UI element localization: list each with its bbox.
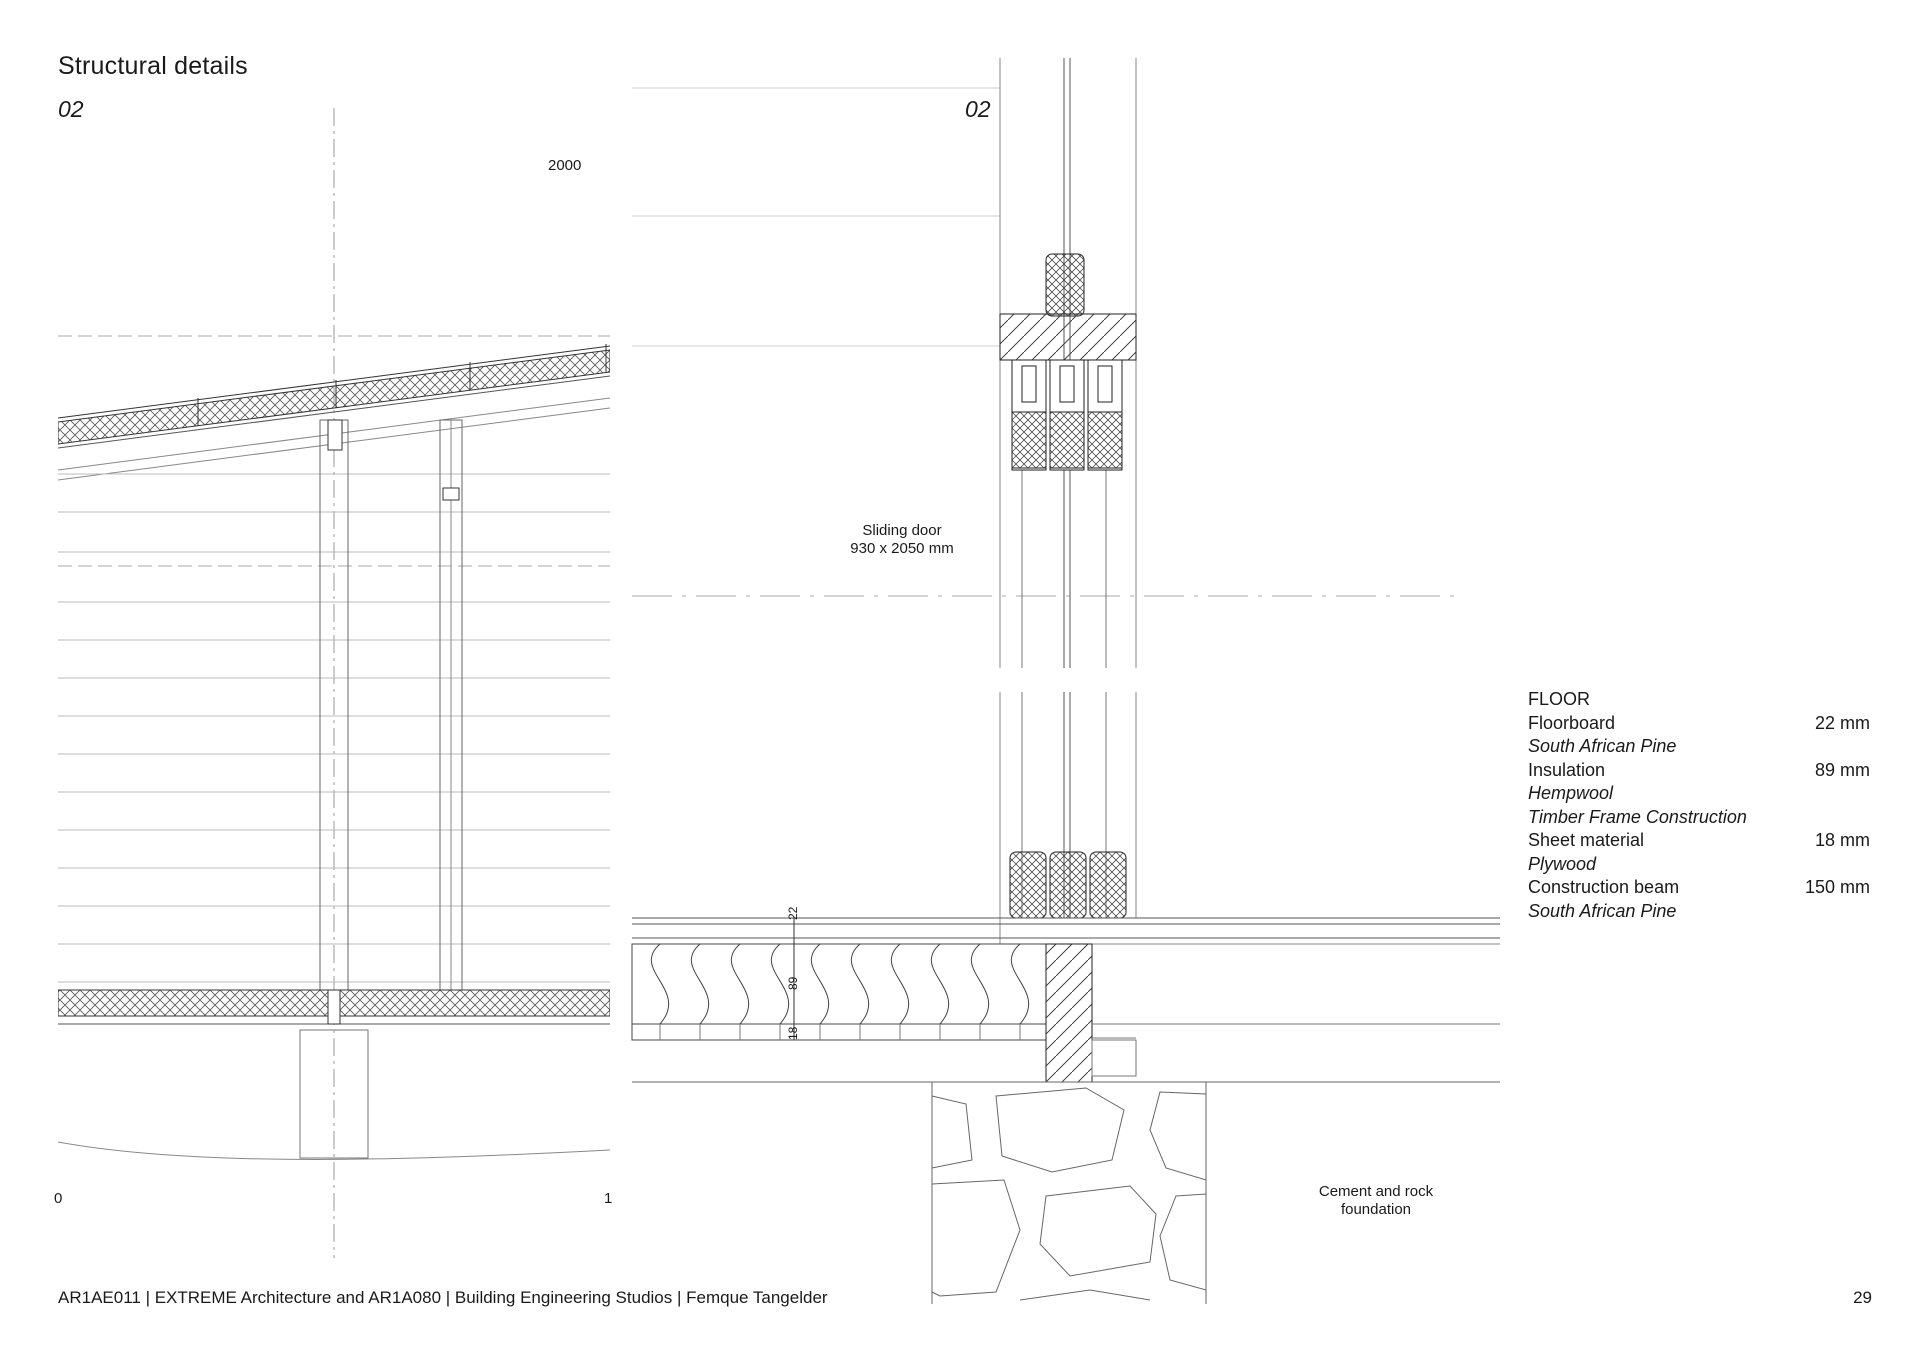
spec-row-sheet-material — [1528, 829, 1870, 853]
spec-sub: Hempwool — [1528, 783, 1614, 803]
dimension-89: 89 — [786, 976, 800, 990]
page-number: 29 — [1853, 1288, 1872, 1307]
spec-name: Construction beam — [1528, 877, 1680, 897]
spec-row-floorboard — [1528, 712, 1870, 736]
sliding-door-label-line1: Sliding door — [862, 522, 942, 539]
page-title: Structural details — [58, 52, 248, 80]
dimension-label-2000: 2000 — [548, 157, 582, 174]
spec-value: 18 mm — [1814, 830, 1870, 850]
spec-value: 22 mm — [1814, 712, 1870, 733]
foundation-label-line1: Cement and rock — [1318, 1183, 1434, 1200]
sliding-door-label — [820, 522, 984, 558]
foundation-label — [1286, 1183, 1466, 1219]
spec-value: 150 mm — [1804, 877, 1870, 897]
foundation-label-line2: foundation — [1340, 1201, 1412, 1218]
spec-sub: Timber Frame Construction — [1528, 806, 1747, 827]
spec-row-construction-beam — [1528, 876, 1870, 900]
axis-label-left: 0 — [54, 1190, 63, 1207]
spec-name: Insulation — [1528, 759, 1606, 780]
spec-sub: South African Pine — [1528, 736, 1677, 756]
dimension-18: 18 — [786, 1026, 800, 1040]
spec-value: 89 mm — [1814, 759, 1870, 780]
dimension-22: 22 — [786, 906, 800, 920]
sheet-number-left: 02 — [58, 96, 84, 122]
spec-name: Sheet material — [1528, 830, 1645, 850]
spec-name: Floorboard — [1528, 712, 1616, 733]
axis-label-right: 1 — [604, 1190, 613, 1207]
spec-sub: South African Pine — [1528, 900, 1677, 921]
spec-row-insulation — [1528, 759, 1870, 783]
sliding-door-label-line2: 930 x 2050 mm — [850, 540, 954, 557]
floor-spec-heading: FLOOR — [1528, 689, 1591, 709]
floor-spec — [1528, 688, 1870, 923]
page-footer: AR1AE011 | EXTREME Architecture and AR1A080 | Building Engineering Studios | Femque Tangelder — [58, 1288, 828, 1307]
sheet-number-right: 02 — [965, 96, 991, 122]
spec-sub: Plywood — [1528, 853, 1597, 874]
